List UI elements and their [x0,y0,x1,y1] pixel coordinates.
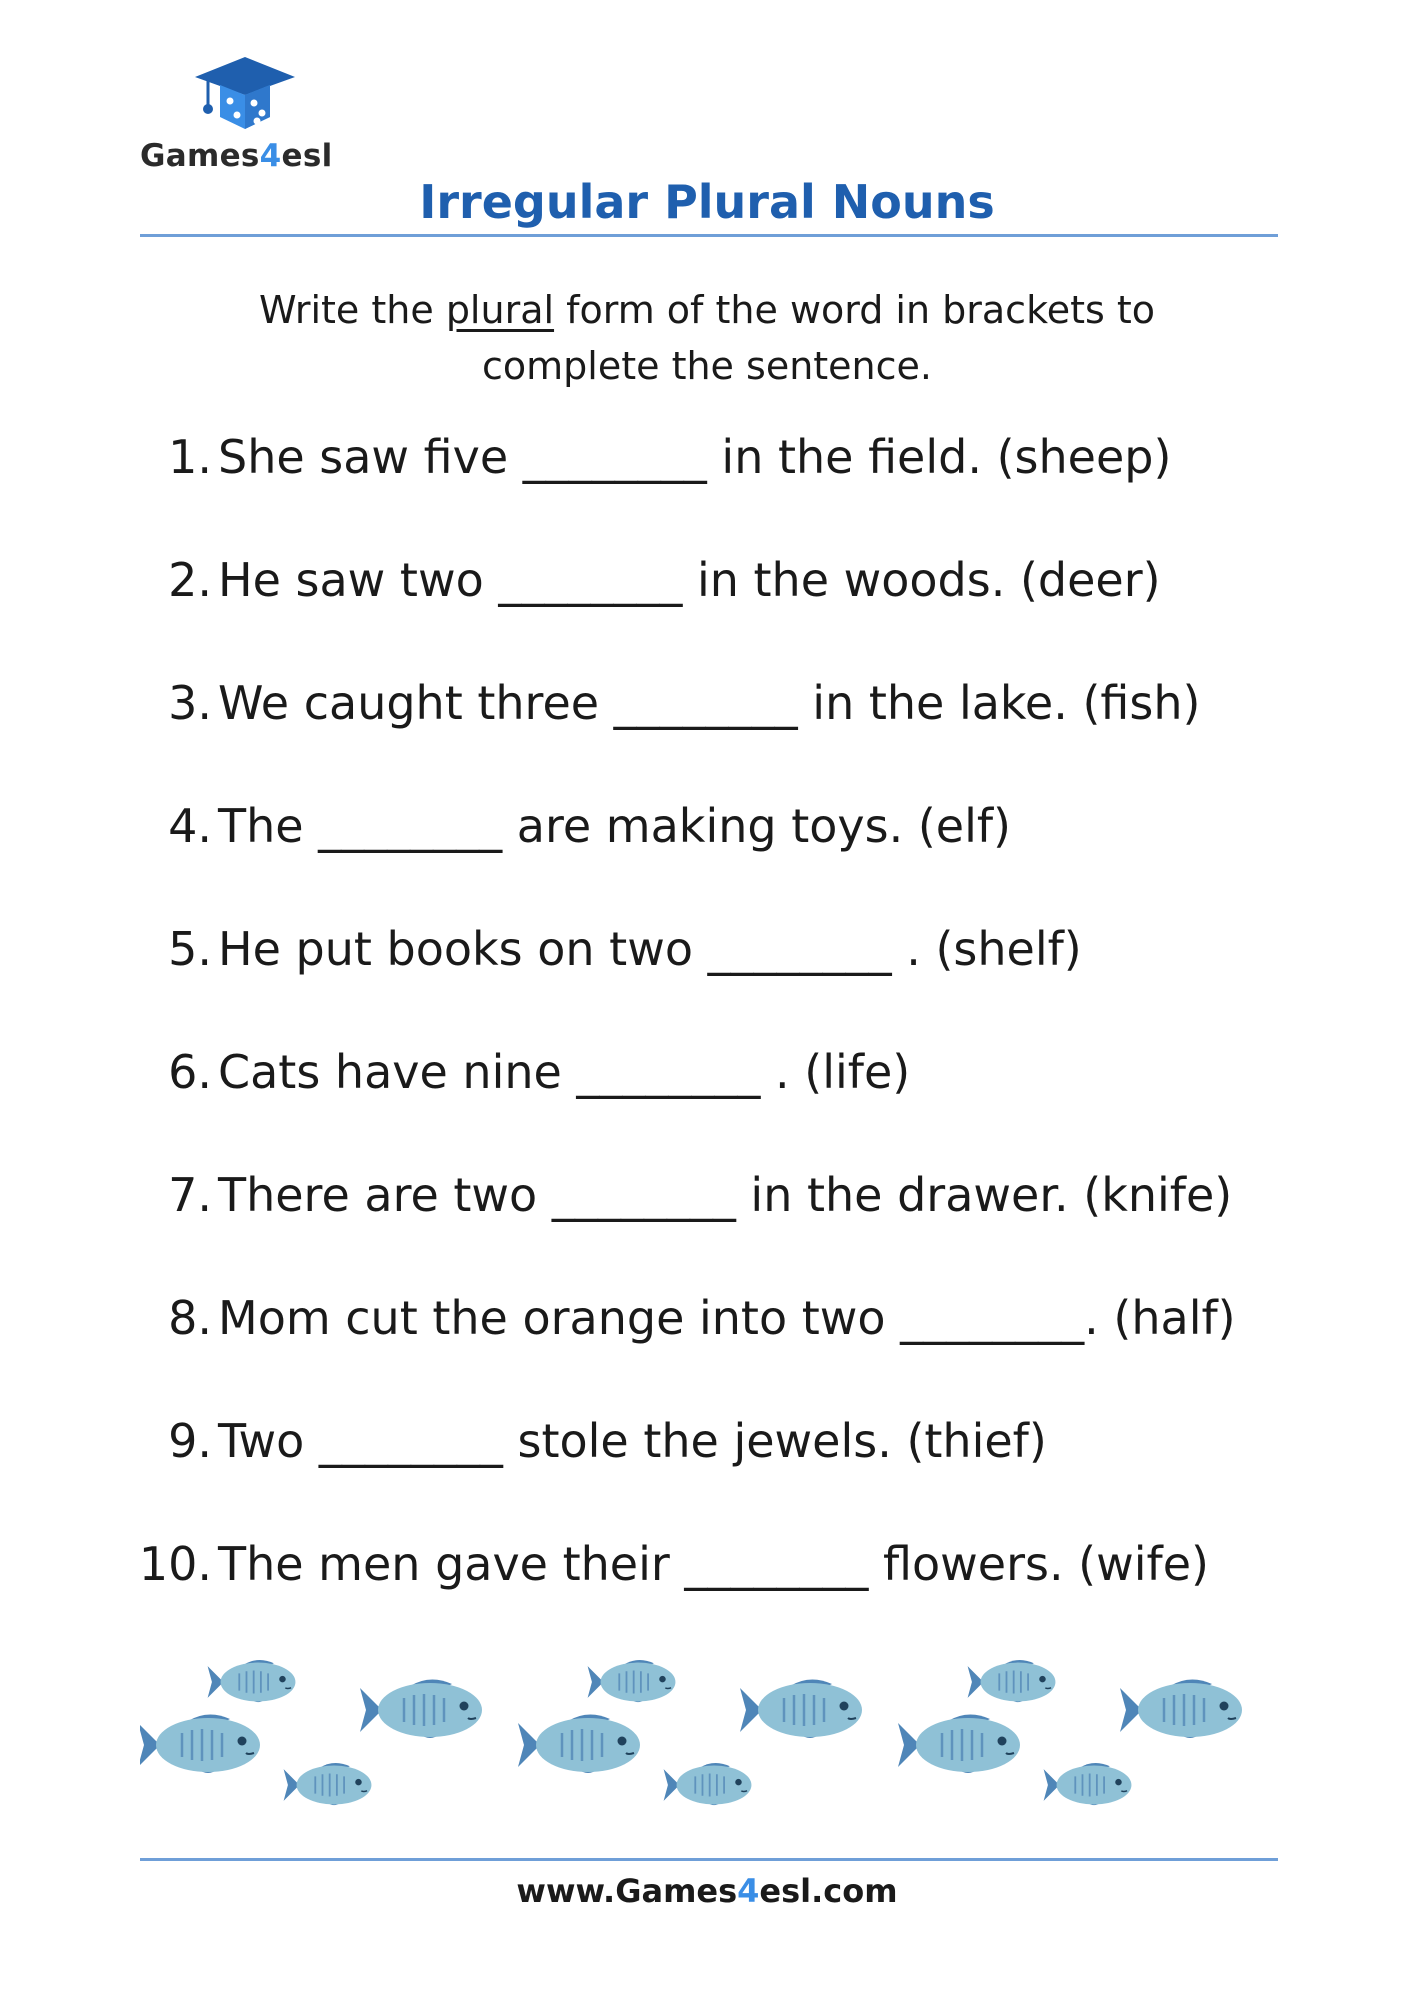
instructions-line-2: complete the sentence. [482,344,932,388]
fish-icon [740,1679,862,1738]
question-text: She saw five ________ in the field. (sheep) [218,430,1172,484]
question-text: The men gave their ________ flowers. (wife) [218,1537,1209,1591]
games4esl-logo [140,55,340,175]
question-item [0,1168,1414,1238]
fish-icon [360,1679,482,1738]
question-number: 9. [168,1414,212,1468]
question-number: 10. [138,1537,212,1591]
instructions-line-1: Write the plural form of the word in brackets to [258,288,1156,332]
graduation-cap-dice-icon [190,55,300,135]
fish-icon [588,1660,676,1702]
header-divider [140,234,1278,237]
fish-icon [284,1763,372,1805]
question-text: We caught three ________ in the lake. (fish) [218,676,1201,730]
question-item [0,430,1414,500]
fish-icon [664,1763,752,1805]
fish-icon [1044,1763,1132,1805]
question-text: He saw two ________ in the woods. (deer) [218,553,1161,607]
question-item [0,1045,1414,1115]
question-number: 4. [168,799,212,853]
fish-icon [140,1714,260,1773]
question-item [0,1414,1414,1484]
fish-icon [898,1714,1020,1773]
question-text: The ________ are making toys. (elf) [218,799,1011,853]
worksheet-title: Irregular Plural Nouns [419,175,995,229]
question-item [0,676,1414,746]
question-text: He put books on two ________ . (shelf) [218,922,1082,976]
question-item [0,553,1414,623]
question-number: 1. [168,430,212,484]
footer-url: www.Games4esl.com [516,1872,898,1910]
question-number: 2. [168,553,212,607]
instructions [0,282,1414,394]
question-number: 6. [168,1045,212,1099]
fish-icon [208,1660,296,1702]
question-number: 8. [168,1291,212,1345]
question-text: Two ________ stole the jewels. (thief) [218,1414,1047,1468]
question-number: 3. [168,676,212,730]
fish-icon [1120,1679,1242,1738]
footer-divider [140,1858,1278,1861]
fish-illustration [140,1640,1280,1820]
fish-icon [518,1714,640,1773]
question-text: Cats have nine ________ . (life) [218,1045,911,1099]
question-number: 5. [168,922,212,976]
question-item [0,1537,1414,1607]
question-item [0,1291,1414,1361]
question-number: 7. [168,1168,212,1222]
question-text: There are two ________ in the drawer. (knife) [218,1168,1233,1222]
question-text: Mom cut the orange into two ________. (half) [218,1291,1236,1345]
question-item [0,922,1414,992]
logo-text: Games4esl [140,138,333,174]
question-item [0,799,1414,869]
fish-icon [968,1660,1056,1702]
